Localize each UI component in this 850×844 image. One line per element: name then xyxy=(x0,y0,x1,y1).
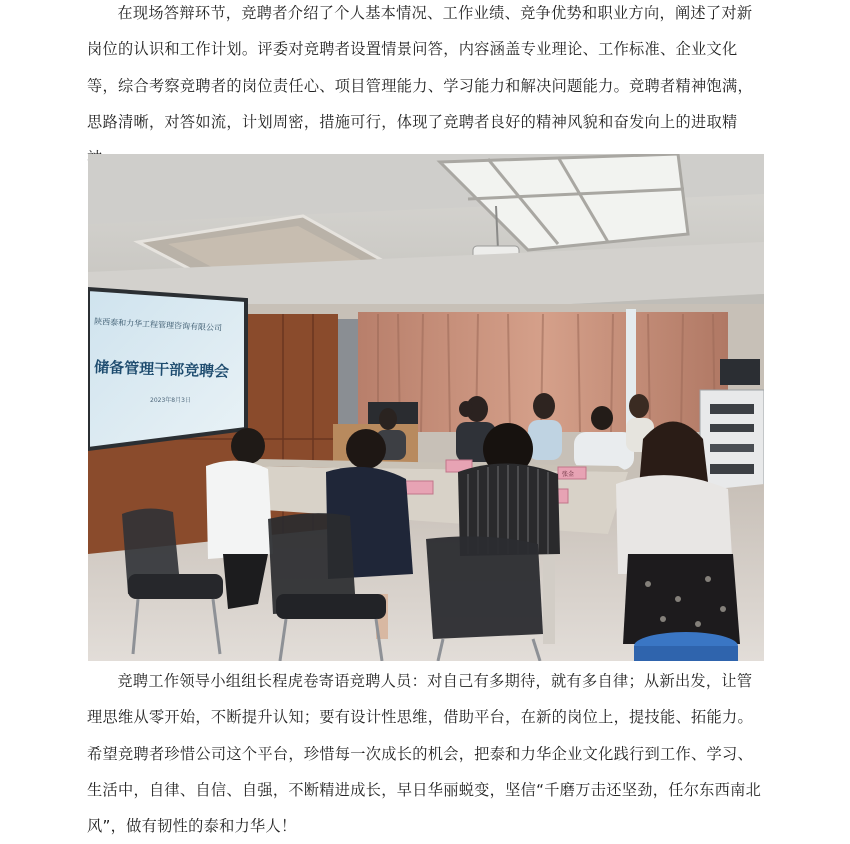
paragraph-message: 竞聘工作领导小组组长程虎卷寄语竞聘人员：对自己有多期待，就有多自律；从新出发，让管理思维从零开始，不断提升认知；要有设计性思维，借助平台，在新的岗位上，提技能、拓能力。希望竞聘者珍惜公司这个平台，珍惜每一次成长的机会，把泰和力华企业文化践行到工作、学习、生活中，自律、自信、自强，不断精进成长，早日华丽蜕变，坚信“千磨万击还坚劲，任尔东西南北风”，做有韧性的泰和力华人！ xyxy=(87,672,762,836)
meeting-photo xyxy=(88,154,764,661)
nameplate-text: 张金 xyxy=(562,471,575,478)
screen-date-text: 2023年8月3日 xyxy=(150,397,191,404)
paragraph-intro: 在现场答辩环节，竞聘者介绍了个人基本情况、工作业绩、竞争优势和职业方向，阐述了对新岗位的认识和工作计划。评委对竞聘者设置情景问答，内容涵盖专业理论、工作标准、企业文化等，综合考察竞聘者的岗位责任心、项目管理能力、学习能力和解决问题能力。竞聘者精神饱满，思路清晰，对答如流，计划周密，措施可行，体现了竞聘者良好的精神风貌和奋发向上的进取精 xyxy=(87,4,753,131)
screen-title-text: 储备管理干部竞聘会 xyxy=(93,358,230,381)
screen-company-text: 陕西泰和力华工程管理咨询有限公司 xyxy=(93,317,223,333)
